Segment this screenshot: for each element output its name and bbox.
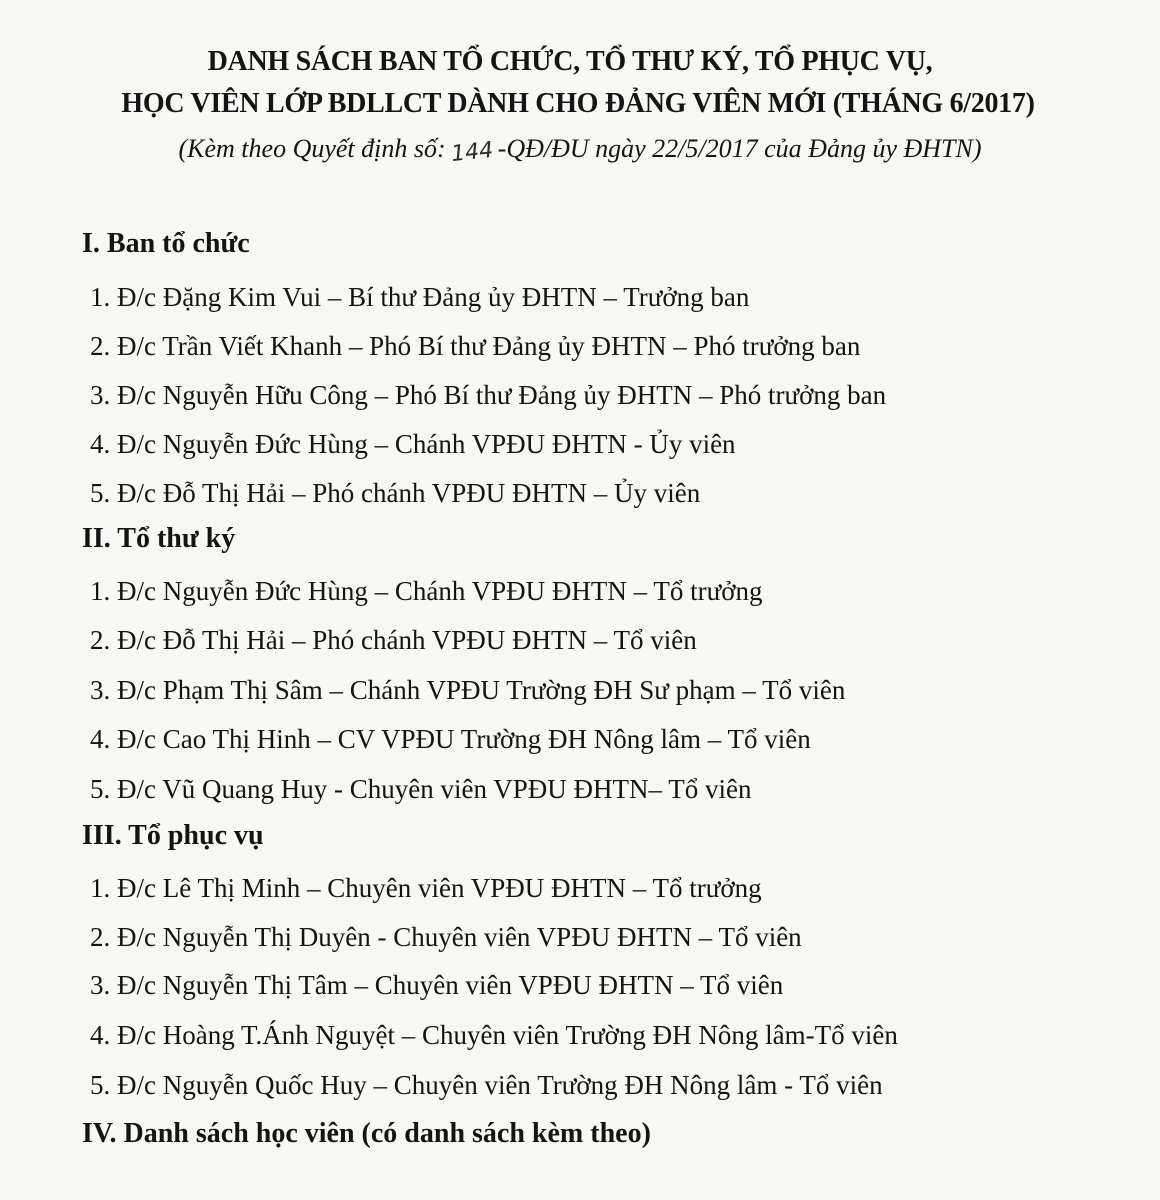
list-item: 3. Đ/c Phạm Thị Sâm – Chánh VPĐU Trường ĐH Sư phạm – Tổ viên [90, 675, 846, 705]
list-item: 5. Đ/c Đỗ Thị Hải – Phó chánh VPĐU ĐHTN – Ủy viên [90, 478, 701, 508]
document-title-line-1: DANH SÁCH BAN TỔ CHỨC, TỔ THƯ KÝ, TỔ PHỤC VỤ, [207, 46, 933, 77]
list-item: 1. Đ/c Đặng Kim Vui – Bí thư Đảng ủy ĐHTN – Trưởng ban [90, 282, 750, 312]
list-item: 4. Đ/c Nguyễn Đức Hùng – Chánh VPĐU ĐHTN - Ủy viên [90, 429, 736, 459]
handwritten-decision-number: 144 [449, 137, 495, 168]
section-title-danh-sach-hoc-vien: IV. Danh sách học viên (có danh sách kèm theo) [82, 1118, 651, 1149]
list-item: 1. Đ/c Nguyễn Đức Hùng – Chánh VPĐU ĐHTN – Tổ trưởng [90, 576, 763, 606]
section-title-ban-to-chuc: I. Ban tổ chức [82, 228, 250, 259]
document-title-line-2: HỌC VIÊN LỚP BDLLCT DÀNH CHO ĐẢNG VIÊN MỚI (THÁNG 6/2017) [121, 88, 1035, 119]
list-item: 4. Đ/c Cao Thị Hinh – CV VPĐU Trường ĐH Nông lâm – Tổ viên [90, 724, 811, 754]
decision-reference [0, 134, 1160, 168]
decision-reference-prefix: (Kèm theo Quyết định số: [178, 134, 446, 163]
list-item: 5. Đ/c Nguyễn Quốc Huy – Chuyên viên Trường ĐH Nông lâm - Tổ viên [90, 1070, 883, 1100]
section-title-to-phuc-vu: III. Tổ phục vụ [82, 820, 264, 851]
decision-reference-suffix: -QĐ/ĐU ngày 22/5/2017 của Đảng ủy ĐHTN) [497, 134, 982, 163]
list-item: 4. Đ/c Hoàng T.Ánh Nguyệt – Chuyên viên Trường ĐH Nông lâm-Tổ viên [90, 1020, 898, 1050]
list-item: 3. Đ/c Nguyễn Hữu Công – Phó Bí thư Đảng ủy ĐHTN – Phó trưởng ban [90, 380, 887, 410]
list-item: 2. Đ/c Trần Viết Khanh – Phó Bí thư Đảng ủy ĐHTN – Phó trưởng ban [90, 331, 861, 361]
list-item: 2. Đ/c Nguyễn Thị Duyên - Chuyên viên VPĐU ĐHTN – Tổ viên [90, 922, 802, 952]
list-item: 1. Đ/c Lê Thị Minh – Chuyên viên VPĐU ĐHTN – Tổ trưởng [90, 873, 762, 903]
section-title-to-thu-ky: II. Tổ thư ký [82, 523, 236, 554]
list-item: 5. Đ/c Vũ Quang Huy - Chuyên viên VPĐU ĐHTN– Tổ viên [90, 774, 752, 804]
list-item: 3. Đ/c Nguyễn Thị Tâm – Chuyên viên VPĐU ĐHTN – Tổ viên [90, 970, 784, 1000]
list-item: 2. Đ/c Đỗ Thị Hải – Phó chánh VPĐU ĐHTN – Tổ viên [90, 625, 697, 655]
